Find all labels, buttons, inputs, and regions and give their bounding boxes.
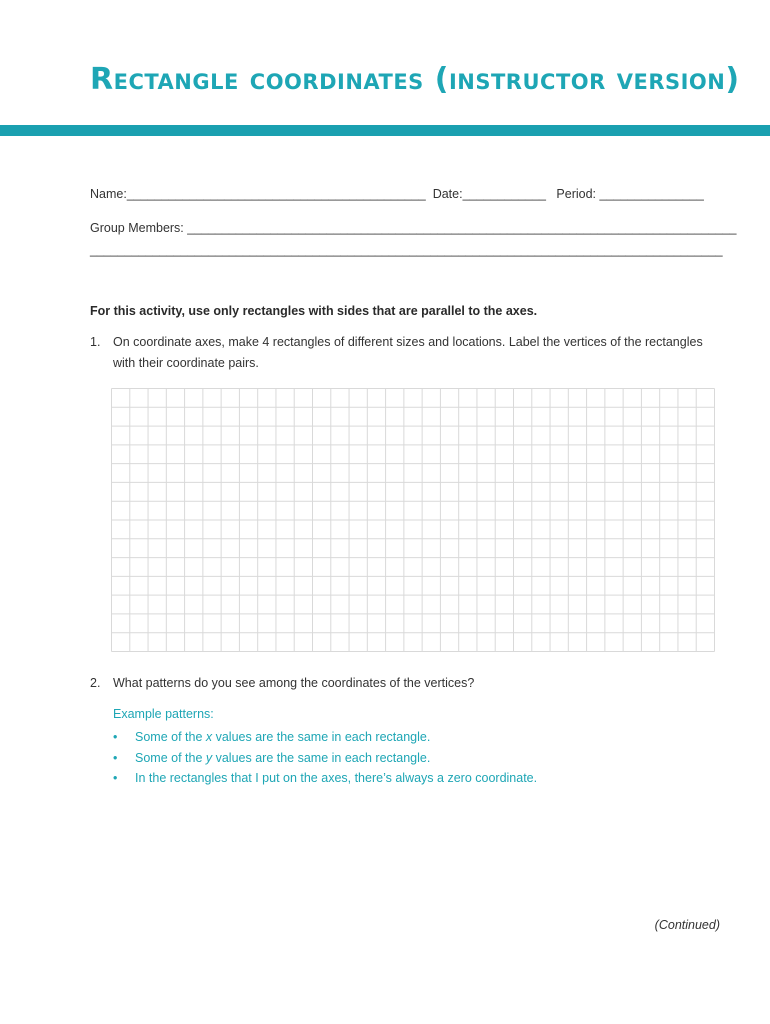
bullet-icon: • bbox=[113, 771, 118, 785]
question-text: What patterns do you see among the coordinates of the vertices? bbox=[113, 676, 475, 690]
instruction-text: For this activity, use only rectangles with sides that are parallel to the axes. bbox=[90, 304, 538, 318]
group-members-line[interactable]: Group Members: _______________________________________________________________________________ bbox=[90, 221, 737, 235]
example-list bbox=[113, 727, 537, 789]
bullet-icon: • bbox=[113, 750, 118, 765]
example-item: • Some of the x values are the same in each rectangle. bbox=[113, 727, 537, 748]
name-date-period-line[interactable]: Name:___________________________________________ Date:____________ Period: _______________ bbox=[90, 187, 704, 201]
group-members-line-2[interactable]: ___________________________________________________________________________________________ bbox=[90, 243, 723, 257]
question-text: On coordinate axes, make 4 rectangles of different sizes and locations. Label the vertices of the rectangles with their coordinate pairs. bbox=[113, 335, 703, 370]
question-number: 2. bbox=[90, 676, 101, 690]
example-item: • Some of the y values are the same in each rectangle. bbox=[113, 748, 537, 769]
example-item: • In the rectangles that I put on the axes, there’s always a zero coordinate. bbox=[113, 768, 537, 789]
question-number: 1. bbox=[90, 335, 101, 349]
bullet-icon: • bbox=[113, 730, 118, 744]
example-heading: Example patterns: bbox=[113, 707, 214, 721]
coordinate-grid[interactable] bbox=[111, 388, 715, 652]
question-2 bbox=[90, 673, 720, 694]
question-1 bbox=[90, 332, 720, 374]
continued-label: (Continued) bbox=[654, 918, 720, 932]
page-title: Rectangle coordinates (instructor version) bbox=[90, 62, 740, 97]
title-rule bbox=[0, 125, 770, 136]
